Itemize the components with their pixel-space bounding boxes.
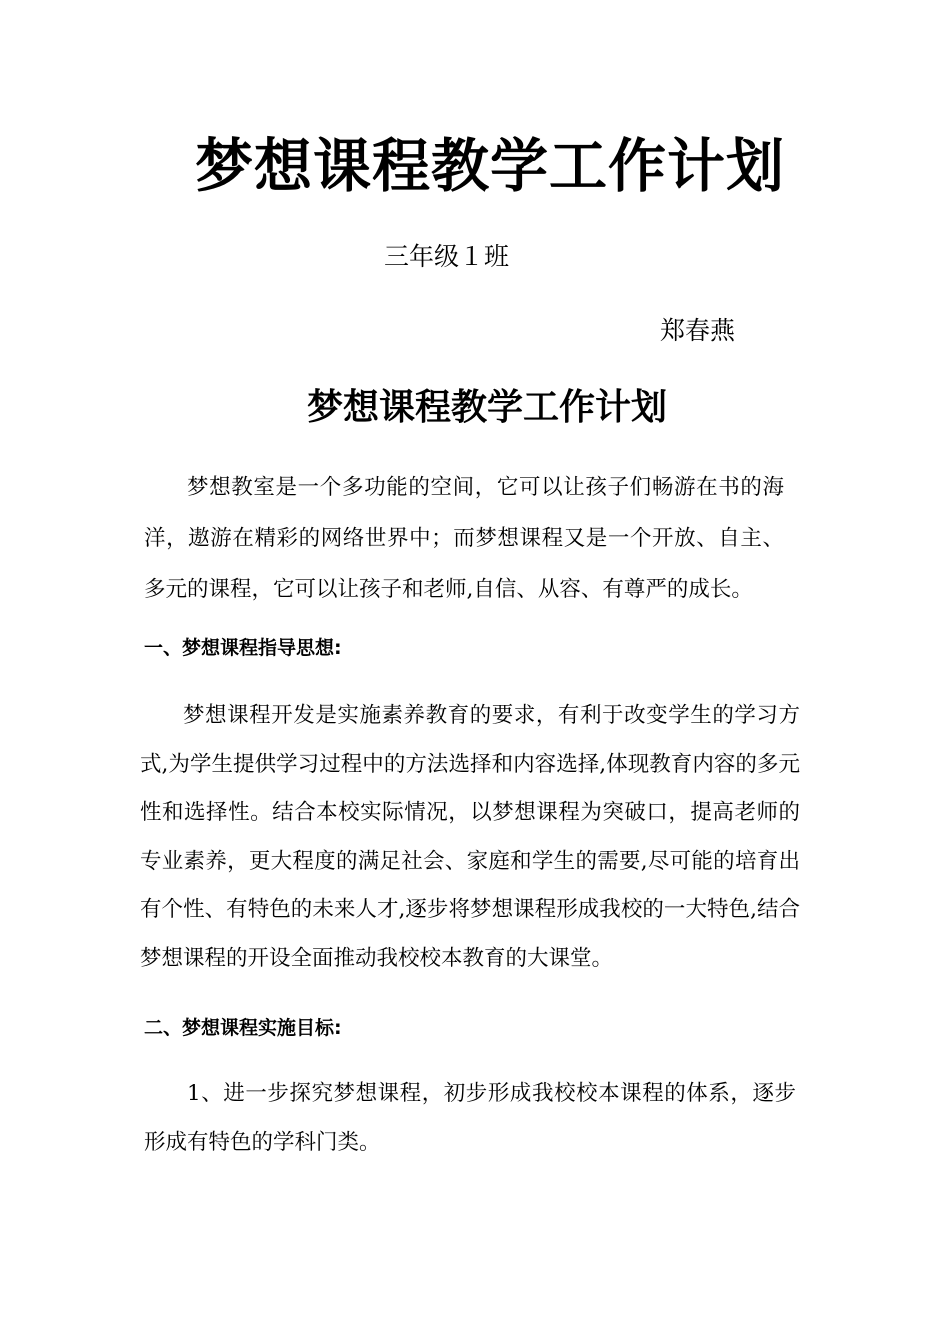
guiding-ideology-paragraph: 梦想课程开发是实施素养教育的要求，有利于改变学生的学习方式,为学生提供学习过程中的方法选择和内容选择,体现教育内容的多元性和选择性。结合本校实际情况，以梦想课程为突破口，提高老师的专业素养，更大程度的满足社会、家庭和学生的需要,尽可能的培育出有个性、有特色的未来人才,逐步将梦想课程形成我校的一大特色,结合梦想课程的开设全面推动我校校本教育的大课堂。 — [140, 703, 800, 971]
author-name: 郑春燕 — [660, 316, 736, 345]
goal-item-1: 1、进一步探究梦想课程，初步形成我校校本课程的体系，逐步形成有特色的学科门类。 — [144, 1081, 796, 1155]
sub-title: 梦想课程教学工作计划 — [306, 387, 667, 428]
intro-paragraph: 梦想教室是一个多功能的空间，它可以让孩子们畅游在书的海洋，遨游在精彩的网络世界中；而梦想课程又是一个开放、自主、多元的课程，它可以让孩子和老师,自信、从容、有尊严的成长。 — [144, 475, 784, 602]
section-heading-guiding-ideology: 一、梦想课程指导思想: — [144, 637, 342, 659]
section-heading-goals: 二、梦想课程实施目标: — [144, 1017, 342, 1039]
class-name: 三年级１班 — [384, 242, 510, 271]
main-title: 梦想课程教学工作计划 — [194, 132, 785, 200]
